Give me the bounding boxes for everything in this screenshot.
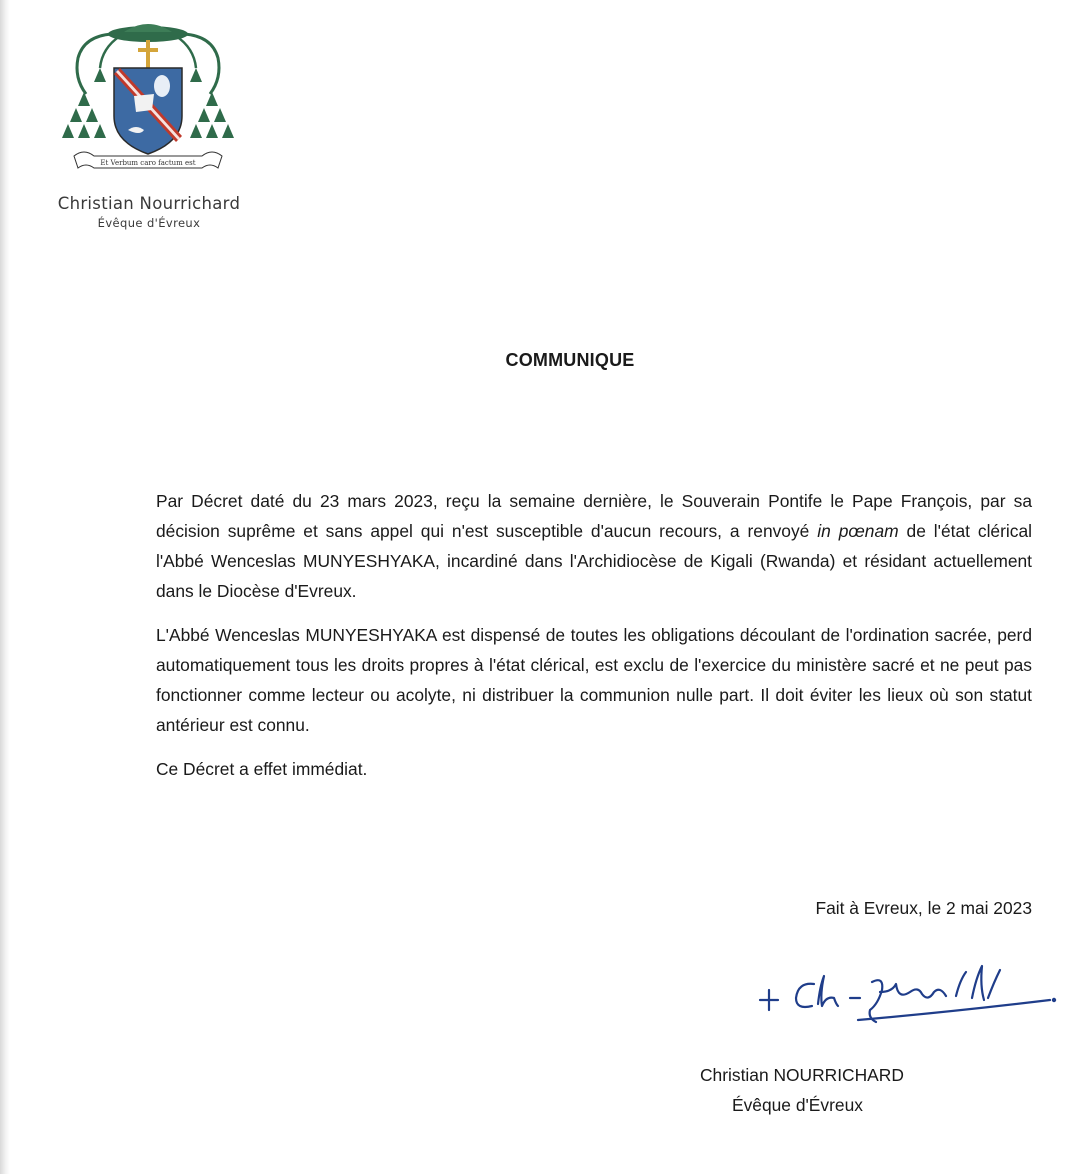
signer-title: Évêque d'Évreux [732,1095,863,1115]
coat-of-arms-emblem [54,18,242,186]
handwritten-signature [750,952,1060,1032]
paragraph-dispensation: L'Abbé Wenceslas MUNYESHYAKA est dispensé de toutes les obligations découlant de l'ordination sacrée, perd automatiquement tous les droits propres à l'état clérical, est exclu de l'exercice du ministère sacré et ne peut pas fonctionner comme lecteur ou acolyte, ni distribuer la communion nulle part. Il doit éviter les lieux où son statut antérieur est connu. [156,625,1032,735]
svg-text:Et Verbum caro factum est: Et Verbum caro factum est [100,159,196,167]
paragraph-decree-part2: de l'état clérical l'Abbé Wenceslas MUNYESHYAKA, incardiné dans l'Archidiocèse de Kigali (Rwanda) et résidant actuellement dans le Diocèse d'Evreux. [156,521,1032,601]
paragraph-effect: Ce Décret a effet immédiat. [156,759,368,779]
page-edge-shadow [0,0,10,1174]
paragraph-decree-latin: in pœnam [817,521,899,541]
place-date: Fait à Evreux, le 2 mai 2023 [815,898,1032,918]
letterhead-name: Christian Nourrichard [57,194,241,213]
letterhead-title: Évêque d'Évreux [97,216,201,230]
paragraph-decree [156,486,1032,606]
signer-name: Christian NOURRICHARD [700,1065,904,1085]
paragraph-decree-part1: Par Décret daté du 23 mars 2023, reçu la semaine dernière, le Souverain Pontife le Pape François, par sa décision suprême et sans appel qui n'est susceptible d'aucun recours, a renvoyé [156,491,1032,541]
document-title: COMMUNIQUE [505,350,635,370]
document-body [156,486,1032,798]
